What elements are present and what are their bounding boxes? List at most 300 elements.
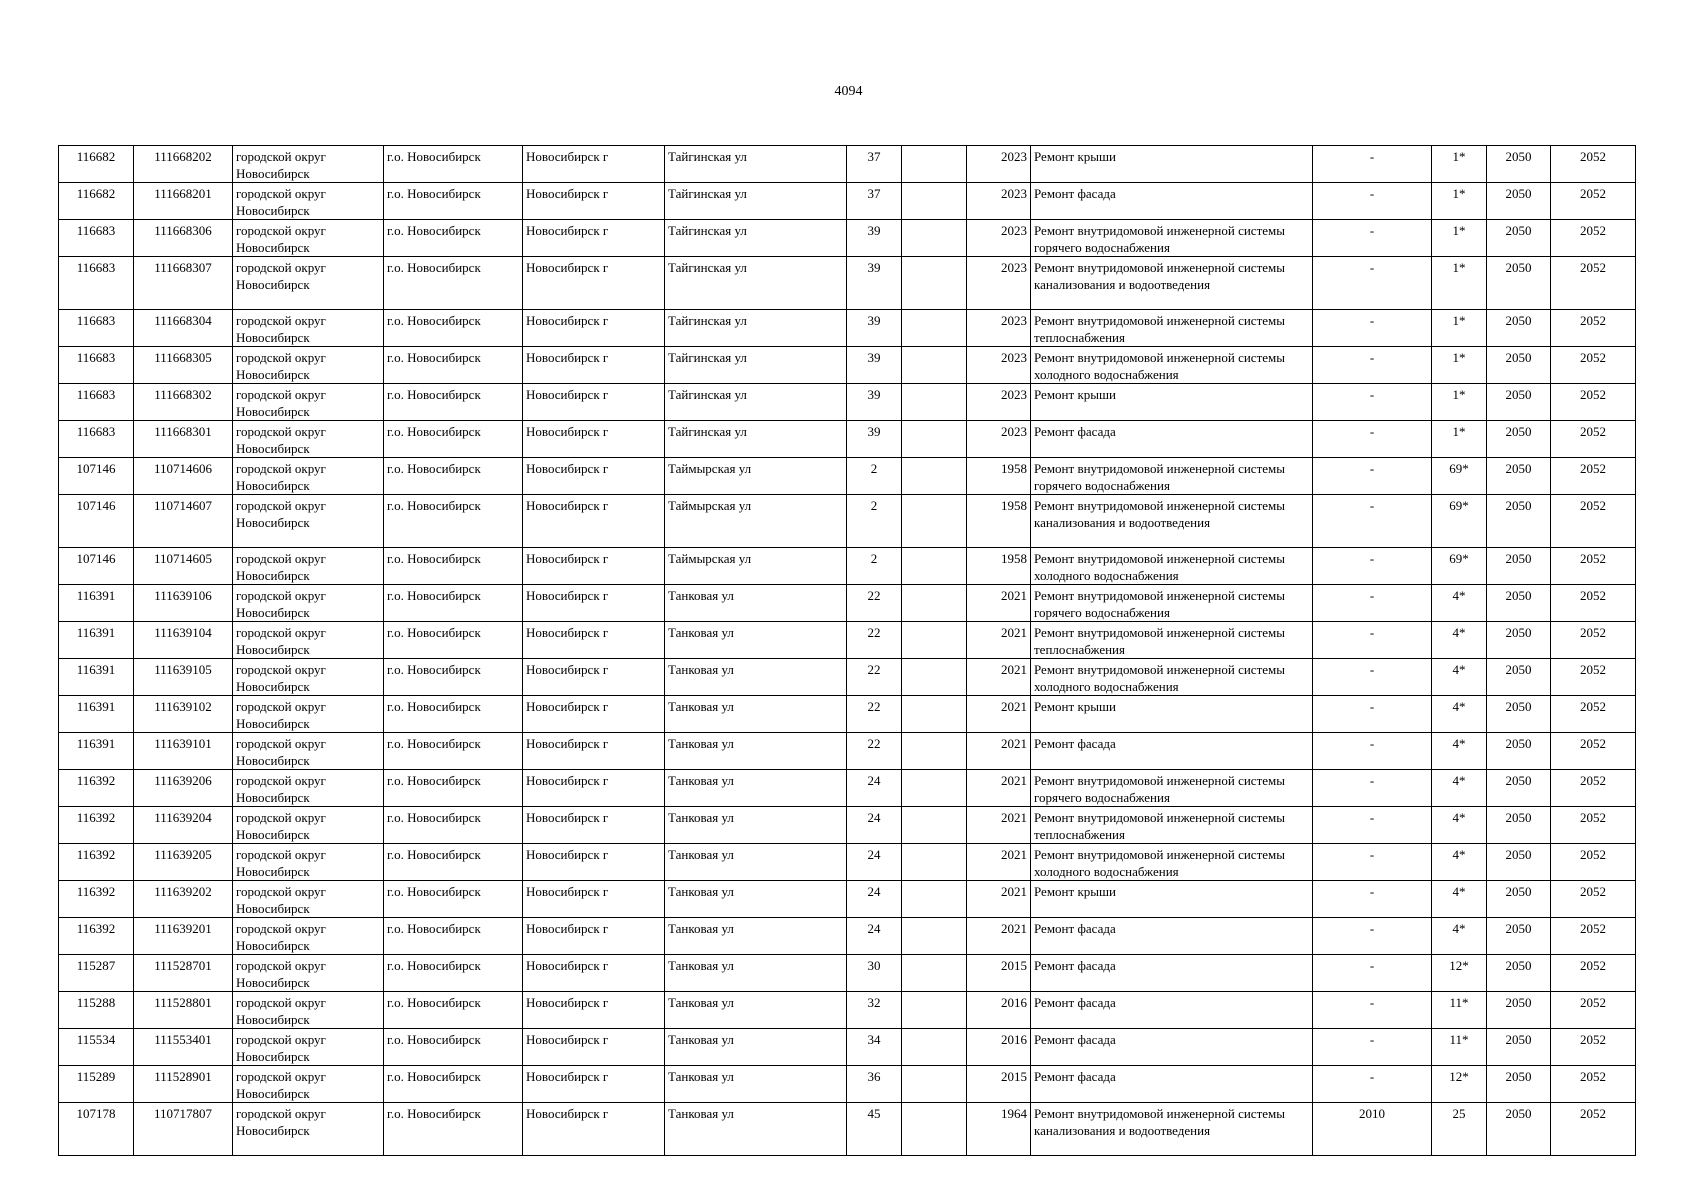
building-cell [902,347,967,384]
table-row [59,1103,1636,1156]
house-id-cell: 116391 [59,696,134,733]
city-cell: Новосибирск г [523,807,665,844]
house-id-cell: 116392 [59,770,134,807]
wear-percent-cell: 4* [1432,622,1487,659]
last-repair-year-cell: - [1313,220,1432,257]
table-row [59,881,1636,918]
plan-start-cell: 2050 [1487,807,1551,844]
plan-end-cell: 2052 [1551,955,1636,992]
wear-percent-cell: 1* [1432,220,1487,257]
house-number-cell: 39 [847,421,902,458]
plan-end-cell: 2052 [1551,421,1636,458]
street-cell: Танковая ул [665,881,847,918]
work-code-cell: 111639206 [134,770,233,807]
street-cell: Тайгинская ул [665,347,847,384]
plan-start-cell: 2050 [1487,918,1551,955]
city-cell: Новосибирск г [523,1103,665,1156]
house-number-cell: 2 [847,495,902,548]
building-cell [902,992,967,1029]
work-code-cell: 111668306 [134,220,233,257]
commission-year-cell: 2021 [967,844,1031,881]
house-number-cell: 24 [847,844,902,881]
work-type-cell: Ремонт фасада [1031,733,1313,770]
house-number-cell: 22 [847,733,902,770]
building-cell [902,183,967,220]
plan-end-cell: 2052 [1551,622,1636,659]
house-id-cell: 116391 [59,585,134,622]
work-code-cell: 111528801 [134,992,233,1029]
plan-end-cell: 2052 [1551,146,1636,183]
last-repair-year-cell: - [1313,257,1432,310]
building-cell [902,421,967,458]
municipality-cell: городской округ Новосибирск [233,495,384,548]
house-number-cell: 34 [847,1029,902,1066]
last-repair-year-cell: - [1313,458,1432,495]
last-repair-year-cell: - [1313,659,1432,696]
building-cell [902,1066,967,1103]
wear-percent-cell: 69* [1432,495,1487,548]
table-row [59,992,1636,1029]
street-cell: Танковая ул [665,659,847,696]
plan-start-cell: 2050 [1487,585,1551,622]
plan-start-cell: 2050 [1487,384,1551,421]
municipality-cell: городской округ Новосибирск [233,881,384,918]
plan-end-cell: 2052 [1551,458,1636,495]
plan-end-cell: 2052 [1551,992,1636,1029]
house-number-cell: 45 [847,1103,902,1156]
work-type-cell: Ремонт внутридомовой инженерной системы холодного водоснабжения [1031,659,1313,696]
work-type-cell: Ремонт внутридомовой инженерной системы холодного водоснабжения [1031,844,1313,881]
plan-start-cell: 2050 [1487,659,1551,696]
work-code-cell: 111639104 [134,622,233,659]
table-row [59,257,1636,310]
table-row [59,146,1636,183]
house-number-cell: 2 [847,548,902,585]
commission-year-cell: 2021 [967,696,1031,733]
district-cell: г.о. Новосибирск [384,183,523,220]
municipality-cell: городской округ Новосибирск [233,146,384,183]
wear-percent-cell: 4* [1432,659,1487,696]
municipality-cell: городской округ Новосибирск [233,918,384,955]
table-row [59,495,1636,548]
plan-start-cell: 2050 [1487,310,1551,347]
work-type-cell: Ремонт внутридомовой инженерной системы горячего водоснабжения [1031,458,1313,495]
house-number-cell: 37 [847,146,902,183]
work-type-cell: Ремонт внутридомовой инженерной системы канализования и водоотведения [1031,257,1313,310]
work-type-cell: Ремонт крыши [1031,146,1313,183]
house-number-cell: 22 [847,585,902,622]
plan-end-cell: 2052 [1551,1029,1636,1066]
house-id-cell: 115289 [59,1066,134,1103]
street-cell: Тайгинская ул [665,257,847,310]
work-code-cell: 111668201 [134,183,233,220]
plan-start-cell: 2050 [1487,622,1551,659]
wear-percent-cell: 4* [1432,807,1487,844]
last-repair-year-cell: - [1313,918,1432,955]
commission-year-cell: 1958 [967,458,1031,495]
plan-end-cell: 2052 [1551,881,1636,918]
work-code-cell: 111639102 [134,696,233,733]
plan-end-cell: 2052 [1551,770,1636,807]
plan-end-cell: 2052 [1551,257,1636,310]
district-cell: г.о. Новосибирск [384,146,523,183]
building-cell [902,918,967,955]
district-cell: г.о. Новосибирск [384,659,523,696]
city-cell: Новосибирск г [523,183,665,220]
municipality-cell: городской округ Новосибирск [233,183,384,220]
municipality-cell: городской округ Новосибирск [233,659,384,696]
street-cell: Танковая ул [665,807,847,844]
municipality-cell: городской округ Новосибирск [233,696,384,733]
house-number-cell: 24 [847,881,902,918]
wear-percent-cell: 1* [1432,421,1487,458]
table-row [59,458,1636,495]
house-id-cell: 107146 [59,495,134,548]
district-cell: г.о. Новосибирск [384,807,523,844]
house-number-cell: 37 [847,183,902,220]
last-repair-year-cell: - [1313,844,1432,881]
last-repair-year-cell: - [1313,1029,1432,1066]
street-cell: Танковая ул [665,696,847,733]
municipality-cell: городской округ Новосибирск [233,1103,384,1156]
work-type-cell: Ремонт внутридомовой инженерной системы теплоснабжения [1031,807,1313,844]
district-cell: г.о. Новосибирск [384,585,523,622]
table-row [59,1066,1636,1103]
commission-year-cell: 2021 [967,733,1031,770]
commission-year-cell: 2021 [967,881,1031,918]
city-cell: Новосибирск г [523,548,665,585]
house-number-cell: 24 [847,770,902,807]
commission-year-cell: 2023 [967,220,1031,257]
city-cell: Новосибирск г [523,257,665,310]
table-row [59,310,1636,347]
work-type-cell: Ремонт фасада [1031,421,1313,458]
municipality-cell: городской округ Новосибирск [233,1029,384,1066]
district-cell: г.о. Новосибирск [384,220,523,257]
house-id-cell: 116683 [59,220,134,257]
house-id-cell: 107146 [59,548,134,585]
municipality-cell: городской округ Новосибирск [233,770,384,807]
wear-percent-cell: 4* [1432,844,1487,881]
wear-percent-cell: 1* [1432,146,1487,183]
street-cell: Танковая ул [665,955,847,992]
city-cell: Новосибирск г [523,659,665,696]
district-cell: г.о. Новосибирск [384,347,523,384]
work-type-cell: Ремонт внутридомовой инженерной системы канализования и водоотведения [1031,495,1313,548]
last-repair-year-cell: - [1313,733,1432,770]
building-cell [902,310,967,347]
table-row [59,347,1636,384]
commission-year-cell: 2023 [967,347,1031,384]
street-cell: Тайгинская ул [665,146,847,183]
work-type-cell: Ремонт крыши [1031,696,1313,733]
plan-end-cell: 2052 [1551,807,1636,844]
last-repair-year-cell: - [1313,421,1432,458]
wear-percent-cell: 1* [1432,257,1487,310]
work-code-cell: 111639204 [134,807,233,844]
building-cell [902,770,967,807]
municipality-cell: городской округ Новосибирск [233,310,384,347]
street-cell: Тайгинская ул [665,183,847,220]
work-code-cell: 110717807 [134,1103,233,1156]
plan-start-cell: 2050 [1487,548,1551,585]
building-cell [902,495,967,548]
wear-percent-cell: 1* [1432,310,1487,347]
work-type-cell: Ремонт внутридомовой инженерной системы горячего водоснабжения [1031,220,1313,257]
work-code-cell: 110714607 [134,495,233,548]
work-code-cell: 111528701 [134,955,233,992]
work-type-cell: Ремонт фасада [1031,992,1313,1029]
street-cell: Танковая ул [665,622,847,659]
plan-start-cell: 2050 [1487,844,1551,881]
work-code-cell: 110714606 [134,458,233,495]
work-code-cell: 111553401 [134,1029,233,1066]
municipality-cell: городской округ Новосибирск [233,421,384,458]
city-cell: Новосибирск г [523,220,665,257]
city-cell: Новосибирск г [523,844,665,881]
plan-start-cell: 2050 [1487,881,1551,918]
city-cell: Новосибирск г [523,918,665,955]
street-cell: Танковая ул [665,844,847,881]
work-type-cell: Ремонт фасада [1031,183,1313,220]
district-cell: г.о. Новосибирск [384,733,523,770]
house-number-cell: 39 [847,220,902,257]
commission-year-cell: 2021 [967,622,1031,659]
building-cell [902,733,967,770]
wear-percent-cell: 69* [1432,548,1487,585]
work-type-cell: Ремонт внутридомовой инженерной системы теплоснабжения [1031,310,1313,347]
page-number: 4094 [834,84,863,99]
commission-year-cell: 2021 [967,659,1031,696]
work-code-cell: 111668302 [134,384,233,421]
work-type-cell: Ремонт фасада [1031,1029,1313,1066]
municipality-cell: городской округ Новосибирск [233,1066,384,1103]
house-id-cell: 116683 [59,347,134,384]
wear-percent-cell: 12* [1432,955,1487,992]
commission-year-cell: 2023 [967,257,1031,310]
city-cell: Новосибирск г [523,955,665,992]
street-cell: Танковая ул [665,585,847,622]
wear-percent-cell: 4* [1432,696,1487,733]
table-row [59,696,1636,733]
plan-end-cell: 2052 [1551,495,1636,548]
work-code-cell: 111668202 [134,146,233,183]
last-repair-year-cell: - [1313,696,1432,733]
last-repair-year-cell: - [1313,495,1432,548]
wear-percent-cell: 1* [1432,183,1487,220]
wear-percent-cell: 4* [1432,585,1487,622]
plan-end-cell: 2052 [1551,220,1636,257]
house-id-cell: 116392 [59,807,134,844]
municipality-cell: городской округ Новосибирск [233,733,384,770]
city-cell: Новосибирск г [523,992,665,1029]
work-code-cell: 111639101 [134,733,233,770]
house-id-cell: 116682 [59,146,134,183]
commission-year-cell: 2021 [967,585,1031,622]
plan-start-cell: 2050 [1487,347,1551,384]
house-id-cell: 116683 [59,421,134,458]
municipality-cell: городской округ Новосибирск [233,220,384,257]
plan-end-cell: 2052 [1551,1103,1636,1156]
building-cell [902,955,967,992]
wear-percent-cell: 4* [1432,770,1487,807]
wear-percent-cell: 4* [1432,733,1487,770]
municipality-cell: городской округ Новосибирск [233,844,384,881]
city-cell: Новосибирск г [523,622,665,659]
work-code-cell: 111639202 [134,881,233,918]
plan-end-cell: 2052 [1551,844,1636,881]
house-id-cell: 116391 [59,659,134,696]
district-cell: г.о. Новосибирск [384,955,523,992]
table-row [59,548,1636,585]
table-row [59,384,1636,421]
plan-end-cell: 2052 [1551,310,1636,347]
last-repair-year-cell: - [1313,310,1432,347]
work-code-cell: 111639105 [134,659,233,696]
house-id-cell: 115534 [59,1029,134,1066]
street-cell: Танковая ул [665,918,847,955]
building-cell [902,384,967,421]
house-number-cell: 36 [847,1066,902,1103]
last-repair-year-cell: - [1313,347,1432,384]
street-cell: Танковая ул [665,770,847,807]
house-number-cell: 22 [847,659,902,696]
plan-start-cell: 2050 [1487,421,1551,458]
commission-year-cell: 2015 [967,955,1031,992]
commission-year-cell: 2023 [967,183,1031,220]
house-id-cell: 115288 [59,992,134,1029]
registry-body [59,146,1636,1156]
street-cell: Тайгинская ул [665,384,847,421]
table-row [59,1029,1636,1066]
municipality-cell: городской округ Новосибирск [233,347,384,384]
work-type-cell: Ремонт внутридомовой инженерной системы канализования и водоотведения [1031,1103,1313,1156]
building-cell [902,257,967,310]
plan-start-cell: 2050 [1487,220,1551,257]
work-code-cell: 111528901 [134,1066,233,1103]
house-number-cell: 30 [847,955,902,992]
house-id-cell: 107146 [59,458,134,495]
city-cell: Новосибирск г [523,696,665,733]
district-cell: г.о. Новосибирск [384,548,523,585]
district-cell: г.о. Новосибирск [384,770,523,807]
plan-end-cell: 2052 [1551,696,1636,733]
wear-percent-cell: 11* [1432,1029,1487,1066]
plan-start-cell: 2050 [1487,733,1551,770]
district-cell: г.о. Новосибирск [384,1066,523,1103]
district-cell: г.о. Новосибирск [384,844,523,881]
city-cell: Новосибирск г [523,585,665,622]
house-number-cell: 39 [847,347,902,384]
building-cell [902,622,967,659]
work-type-cell: Ремонт фасада [1031,1066,1313,1103]
house-id-cell: 116682 [59,183,134,220]
work-type-cell: Ремонт фасада [1031,955,1313,992]
district-cell: г.о. Новосибирск [384,696,523,733]
work-code-cell: 111639201 [134,918,233,955]
plan-end-cell: 2052 [1551,585,1636,622]
street-cell: Тайгинская ул [665,220,847,257]
municipality-cell: городской округ Новосибирск [233,807,384,844]
street-cell: Танковая ул [665,992,847,1029]
building-cell [902,458,967,495]
last-repair-year-cell: - [1313,1066,1432,1103]
table-row [59,421,1636,458]
last-repair-year-cell: - [1313,146,1432,183]
house-id-cell: 116391 [59,733,134,770]
last-repair-year-cell: - [1313,807,1432,844]
commission-year-cell: 2023 [967,421,1031,458]
city-cell: Новосибирск г [523,146,665,183]
work-type-cell: Ремонт внутридомовой инженерной системы холодного водоснабжения [1031,548,1313,585]
table-row [59,770,1636,807]
work-type-cell: Ремонт крыши [1031,384,1313,421]
commission-year-cell: 2016 [967,1029,1031,1066]
building-cell [902,585,967,622]
last-repair-year-cell: - [1313,955,1432,992]
table-row [59,622,1636,659]
street-cell: Танковая ул [665,1103,847,1156]
house-number-cell: 39 [847,384,902,421]
house-id-cell: 116392 [59,881,134,918]
work-code-cell: 111639106 [134,585,233,622]
last-repair-year-cell: - [1313,585,1432,622]
house-id-cell: 115287 [59,955,134,992]
city-cell: Новосибирск г [523,881,665,918]
wear-percent-cell: 1* [1432,347,1487,384]
work-code-cell: 111668307 [134,257,233,310]
plan-start-cell: 2050 [1487,1029,1551,1066]
district-cell: г.о. Новосибирск [384,1029,523,1066]
plan-end-cell: 2052 [1551,183,1636,220]
plan-start-cell: 2050 [1487,146,1551,183]
work-type-cell: Ремонт крыши [1031,881,1313,918]
street-cell: Тайгинская ул [665,310,847,347]
commission-year-cell: 2015 [967,1066,1031,1103]
last-repair-year-cell: - [1313,770,1432,807]
last-repair-year-cell: 2010 [1313,1103,1432,1156]
table-row [59,183,1636,220]
work-code-cell: 111668304 [134,310,233,347]
district-cell: г.о. Новосибирск [384,881,523,918]
plan-start-cell: 2050 [1487,183,1551,220]
table-row [59,585,1636,622]
district-cell: г.о. Новосибирск [384,918,523,955]
city-cell: Новосибирск г [523,421,665,458]
city-cell: Новосибирск г [523,495,665,548]
table-row [59,955,1636,992]
table-row [59,807,1636,844]
table-row [59,844,1636,881]
house-number-cell: 32 [847,992,902,1029]
municipality-cell: городской округ Новосибирск [233,622,384,659]
municipality-cell: городской округ Новосибирск [233,384,384,421]
district-cell: г.о. Новосибирск [384,1103,523,1156]
table-row [59,733,1636,770]
commission-year-cell: 1958 [967,495,1031,548]
district-cell: г.о. Новосибирск [384,421,523,458]
wear-percent-cell: 11* [1432,992,1487,1029]
work-type-cell: Ремонт внутридомовой инженерной системы теплоснабжения [1031,622,1313,659]
commission-year-cell: 2023 [967,384,1031,421]
district-cell: г.о. Новосибирск [384,495,523,548]
last-repair-year-cell: - [1313,384,1432,421]
table-row [59,659,1636,696]
plan-start-cell: 2050 [1487,1103,1551,1156]
building-cell [902,146,967,183]
plan-end-cell: 2052 [1551,733,1636,770]
commission-year-cell: 2023 [967,310,1031,347]
